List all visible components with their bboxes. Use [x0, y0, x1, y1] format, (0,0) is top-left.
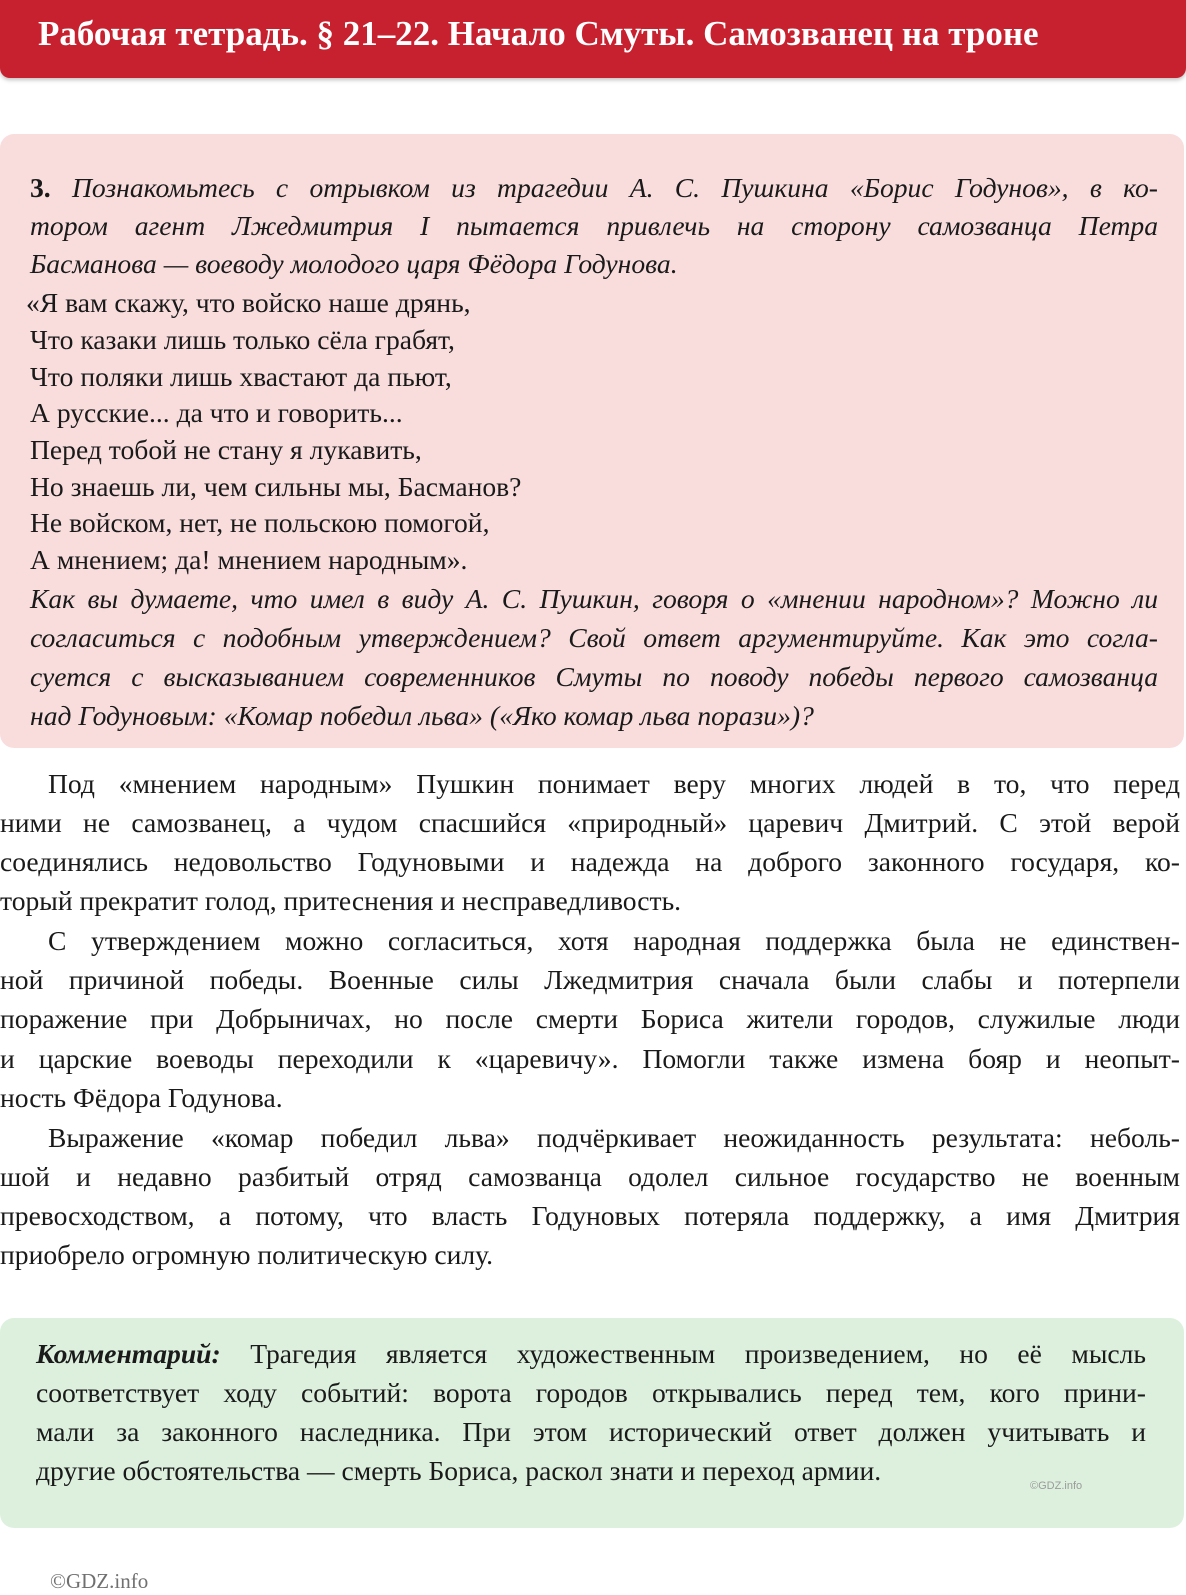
comment-line: Комментарий: Трагедия является художественным произведением, но её мысль: [36, 1338, 1146, 1369]
question-line: Как вы думаете, что имел в виду А. С. Пушкин, говоря о «мнении народном»? Можно ли: [30, 583, 1158, 614]
task-intro-line: Басманова — воеводу молодого царя Фёдора Годунова.: [30, 248, 678, 279]
question-line: над Годуновым: «Комар победил льва» («Яко комар льва порази»)?: [30, 700, 814, 731]
page-header: [0, 0, 1186, 78]
poem-line: Что казаки лишь только сёла грабят,: [30, 324, 455, 355]
poem-line: «Я вам скажу, что войско наше дрянь,: [26, 287, 471, 318]
comment-line: соответствует ходу событий: ворота городов открывались перед тем, кого прини-: [36, 1377, 1146, 1408]
answer-line: торый прекратит голод, притеснения и несправедливость.: [0, 885, 682, 916]
poem-line: Что поляки лишь хвастают да пьют,: [30, 361, 452, 392]
answer-line: поражение при Добрыничах, но после смерти Бориса жители городов, служилые люди: [0, 1003, 1180, 1034]
poem-line: Перед тобой не стану я лукавить,: [30, 434, 422, 465]
answer-line: превосходством, а потому, что власть Годуновых потеряла поддержку, а имя Дмитрия: [0, 1200, 1180, 1231]
poem-line: Но знаешь ли, чем сильны мы, Басманов?: [30, 471, 522, 502]
comment-label: Комментарий:: [36, 1338, 221, 1369]
comment-line: мали за законного наследника. При этом исторический ответ должен учитывать и: [36, 1416, 1146, 1447]
task-box: [0, 134, 1184, 748]
answer-line: приобрело огромную политическую силу.: [0, 1239, 494, 1270]
answer-line: ность Фёдора Годунова.: [0, 1082, 283, 1113]
copyright-text: ©GDZ.info: [50, 1569, 149, 1593]
comment-box: [0, 1318, 1184, 1528]
answer-line: и царские воеводы переходили к «царевичу». Помогли также измена бояр и неопыт-: [0, 1043, 1180, 1074]
answer-line: ной причиной победы. Военные силы Лжедмитрия сначала были слабы и потерпели: [0, 964, 1180, 995]
question-line: суется с высказыванием современников Смуты по поводу победы первого самозванца: [30, 661, 1158, 692]
task-number: 3.: [30, 172, 51, 203]
question-line: согласиться с подобным утверждением? Свой ответ аргументируйте. Как это согла-: [30, 622, 1158, 653]
comment-watermark: ©GDZ.info: [1030, 1480, 1083, 1492]
page-title: Рабочая тетрадь. § 21–22. Начало Смуты. Самозванец на троне: [38, 14, 1039, 53]
comment-line: другие обстоятельства — смерть Бориса, раскол знати и переход армии.: [36, 1455, 882, 1486]
poem-line: А мнением; да! мнением народным».: [30, 544, 468, 575]
answer-line: Под «мнением народным» Пушкин понимает веру многих людей в то, что перед: [48, 768, 1180, 799]
answer-line: шой и недавно разбитый отряд самозванца одолел сильное государство не военным: [0, 1161, 1180, 1192]
answer-line: ними не самозванец, а чудом спасшийся «природный» царевич Дмитрий. С этой верой: [0, 807, 1180, 838]
task-intro-line: тором агент Лжедмитрия I пытается привлечь на сторону самозванца Петра: [30, 210, 1158, 241]
poem-line: Не войском, нет, не польскою помогой,: [30, 507, 490, 538]
answer-line: С утверждением можно согласиться, хотя народная поддержка была не единствен-: [48, 925, 1180, 956]
answer-line: соединялись недовольство Годуновыми и надежда на доброго законного государя, ко-: [0, 846, 1180, 877]
answer-line: Выражение «комар победил льва» подчёркивает неожиданность результата: неболь-: [48, 1122, 1180, 1153]
poem-line: А русские... да что и говорить...: [30, 397, 403, 428]
task-intro-line: 3. Познакомьтесь с отрывком из трагедии А. С. Пушкина «Борис Годунов», в ко-: [30, 172, 1158, 203]
